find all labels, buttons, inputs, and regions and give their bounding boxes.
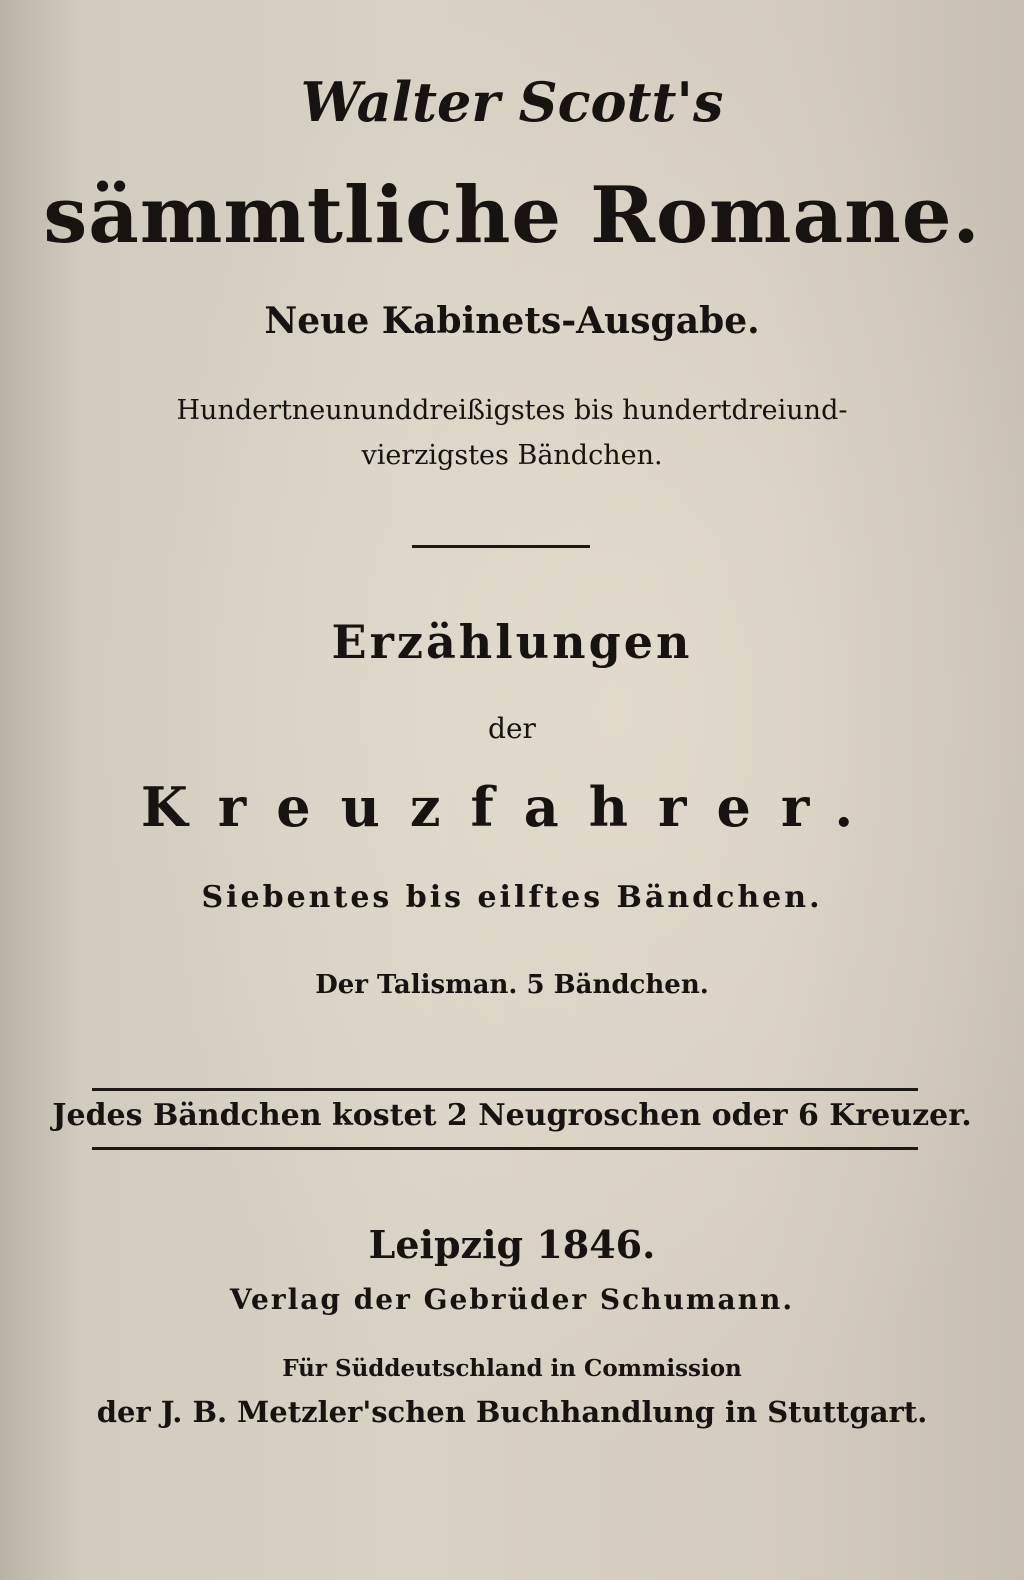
commission-line-2: der J. B. Metzler'schen Buchhandlung in Stuttgart. [96, 1395, 928, 1429]
price-line: Jedes Bändchen kostet 2 Neugroschen oder 6 Kreuzer. [52, 1098, 972, 1133]
series-volumes: Siebentes bis eilftes Bändchen. [201, 880, 823, 915]
price-rule-bottom [92, 1147, 918, 1150]
contents-line: Der Talisman. 5 Bändchen. [315, 970, 709, 1000]
publisher-line: Verlag der Gebrüder Schumann. [229, 1283, 795, 1316]
author-line: Walter Scott's [300, 70, 724, 134]
place-year: Leipzig 1846. [368, 1222, 656, 1267]
divider-short [412, 545, 590, 548]
price-rule-top [92, 1088, 918, 1091]
volume-range-line-2: vierzigstes Bändchen. [361, 440, 663, 471]
volume-range-line-1: Hundertneununddreißigstes bis hundertdreiund- [176, 395, 848, 426]
edition-line: Neue Kabinets-Ausgabe. [264, 300, 760, 342]
series-subject: Kreuzfahrer. [140, 775, 884, 839]
series-title: Erzählungen [331, 615, 693, 669]
commission-line-1: Für Süddeutschland in Commission [282, 1355, 742, 1382]
series-article: der [488, 712, 536, 745]
book-title: sämmtliche Romane. [43, 170, 981, 261]
